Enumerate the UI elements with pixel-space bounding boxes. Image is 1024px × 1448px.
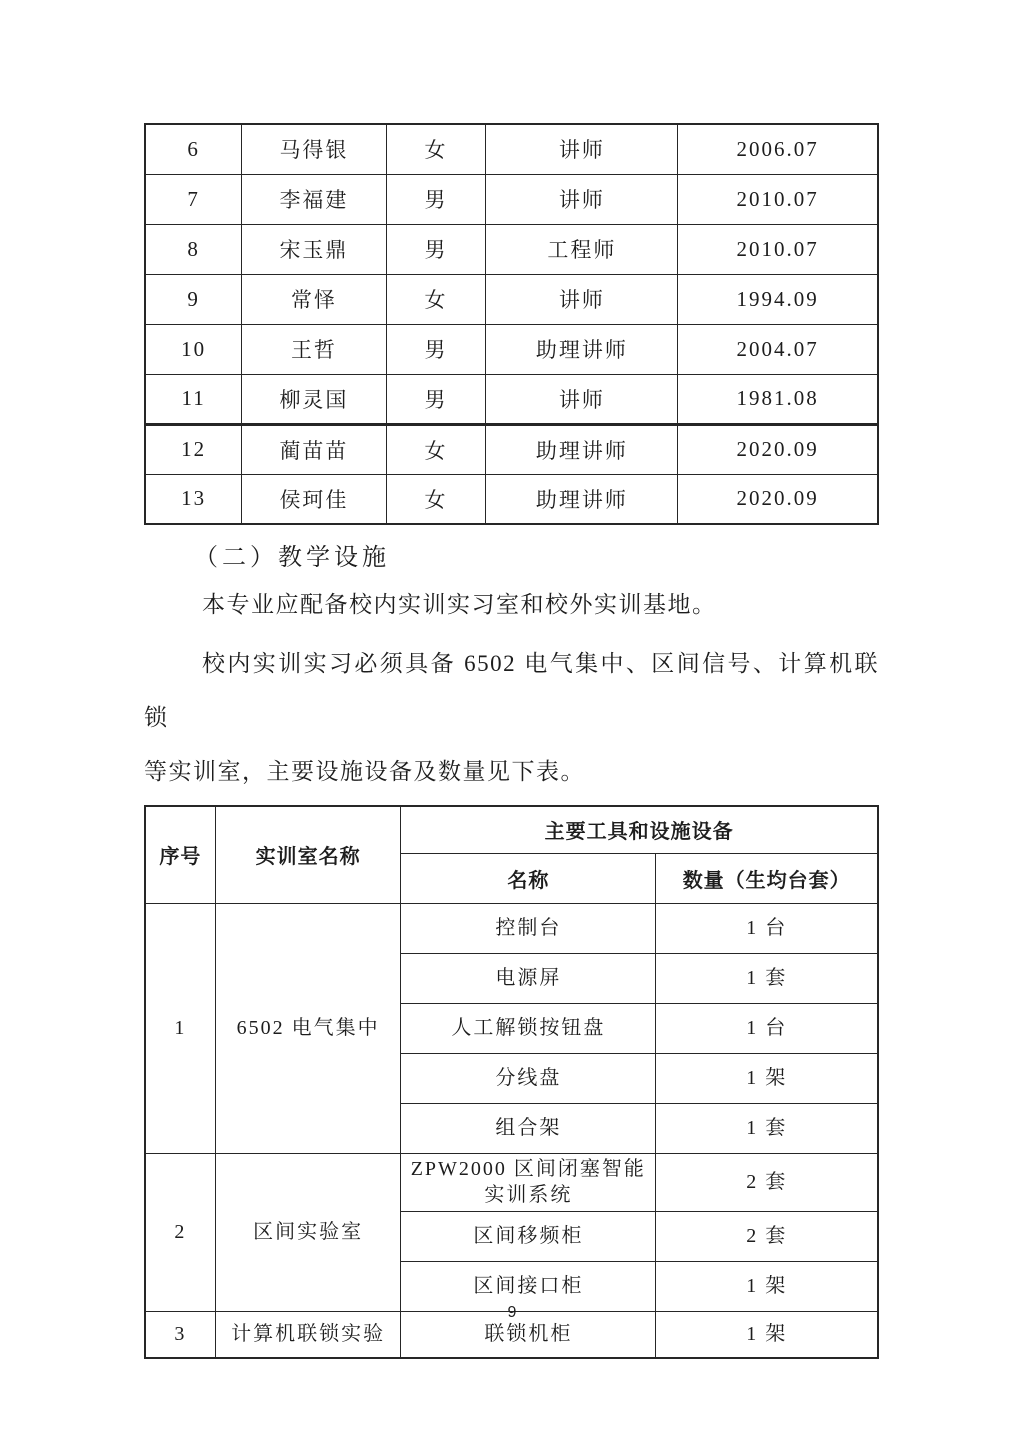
cell-no: 10 [145,324,242,374]
cell-date: 2010.07 [678,174,878,224]
header-room: 实训室名称 [215,806,400,903]
cell-item-qty: 1 台 [656,903,878,953]
cell-gender: 女 [386,274,486,324]
cell-name: 常怿 [242,274,386,324]
table-row [145,174,878,224]
cell-date: 2020.09 [678,424,878,474]
header-qty: 数量（生均台套） [656,853,878,903]
table-row [145,903,878,953]
cell-date: 1981.08 [678,374,878,424]
cell-group-no: 2 [145,1153,215,1311]
cell-no: 6 [145,124,242,174]
cell-item-qty: 1 台 [656,1003,878,1053]
paragraph-2-line-1: 校内实训实习必须具备 6502 电气集中、区间信号、计算机联锁 [144,651,879,730]
cell-gender: 女 [386,474,486,524]
cell-title: 讲师 [486,374,678,424]
cell-room-name: 6502 电气集中 [215,903,400,1153]
cell-name: 马得银 [242,124,386,174]
cell-title: 助理讲师 [486,424,678,474]
table-row [145,1153,878,1211]
cell-item-name: 分线盘 [401,1053,656,1103]
faculty-table [144,123,879,525]
table-row [145,474,878,524]
cell-item-name: 控制台 [401,903,656,953]
header-no: 序号 [145,806,215,903]
cell-name: 侯珂佳 [242,474,386,524]
cell-title: 助理讲师 [486,324,678,374]
table-row [145,124,878,174]
section-heading: （二）教学设施 [194,545,390,571]
cell-name: 王哲 [242,324,386,374]
cell-item-name: 联锁机柜 [401,1311,656,1358]
cell-title: 讲师 [486,274,678,324]
table-row [145,324,878,374]
cell-no: 7 [145,174,242,224]
cell-date: 2020.09 [678,474,878,524]
cell-name: 李福建 [242,174,386,224]
cell-item-qty: 2 套 [656,1211,878,1261]
cell-item-qty: 1 架 [656,1311,878,1358]
table-row [145,274,878,324]
cell-room-name: 区间实验室 [215,1153,400,1311]
cell-group-no: 3 [145,1311,215,1358]
cell-no: 8 [145,224,242,274]
paragraph-2 [144,637,879,799]
cell-gender: 女 [386,124,486,174]
table-row [145,374,878,424]
cell-item-qty: 1 套 [656,953,878,1003]
equipment-table [144,805,879,1359]
document-content [144,123,879,1359]
cell-no: 11 [145,374,242,424]
cell-group-no: 1 [145,903,215,1153]
cell-date: 2004.07 [678,324,878,374]
cell-name: 柳灵国 [242,374,386,424]
cell-item-qty: 2 套 [656,1153,878,1211]
cell-gender: 男 [386,374,486,424]
cell-name: 蔺苗苗 [242,424,386,474]
cell-title: 助理讲师 [486,474,678,524]
table-row [145,224,878,274]
paragraph-2-line-2: 等实训室，主要设施设备及数量见下表。 [144,759,585,784]
cell-date: 1994.09 [678,274,878,324]
cell-date: 2010.07 [678,224,878,274]
cell-item-qty: 1 套 [656,1103,878,1153]
cell-item-qty: 1 架 [656,1261,878,1311]
cell-title: 讲师 [486,174,678,224]
cell-item-name: 电源屏 [401,953,656,1003]
cell-gender: 女 [386,424,486,474]
page-number: 9 [507,1304,517,1321]
paragraph-1: 本专业应配备校内实训实习室和校外实训基地。 [202,592,717,617]
cell-gender: 男 [386,324,486,374]
cell-no: 13 [145,474,242,524]
cell-gender: 男 [386,174,486,224]
cell-item-name: 区间接口柜 [401,1261,656,1311]
cell-item-name: 人工解锁按钮盘 [401,1003,656,1053]
cell-name: 宋玉鼎 [242,224,386,274]
cell-no: 9 [145,274,242,324]
header-row-1 [145,806,878,853]
header-group: 主要工具和设施设备 [401,806,878,853]
cell-title: 讲师 [486,124,678,174]
header-name: 名称 [401,853,656,903]
cell-date: 2006.07 [678,124,878,174]
cell-item-name: 组合架 [401,1103,656,1153]
cell-title: 工程师 [486,224,678,274]
cell-room-name: 计算机联锁实验 [215,1311,400,1358]
cell-no: 12 [145,424,242,474]
table-row [145,424,878,474]
cell-item-qty: 1 架 [656,1053,878,1103]
cell-item-name: 区间移频柜 [401,1211,656,1261]
cell-gender: 男 [386,224,486,274]
cell-item-name: ZPW2000 区间闭塞智能实训系统 [401,1153,656,1211]
